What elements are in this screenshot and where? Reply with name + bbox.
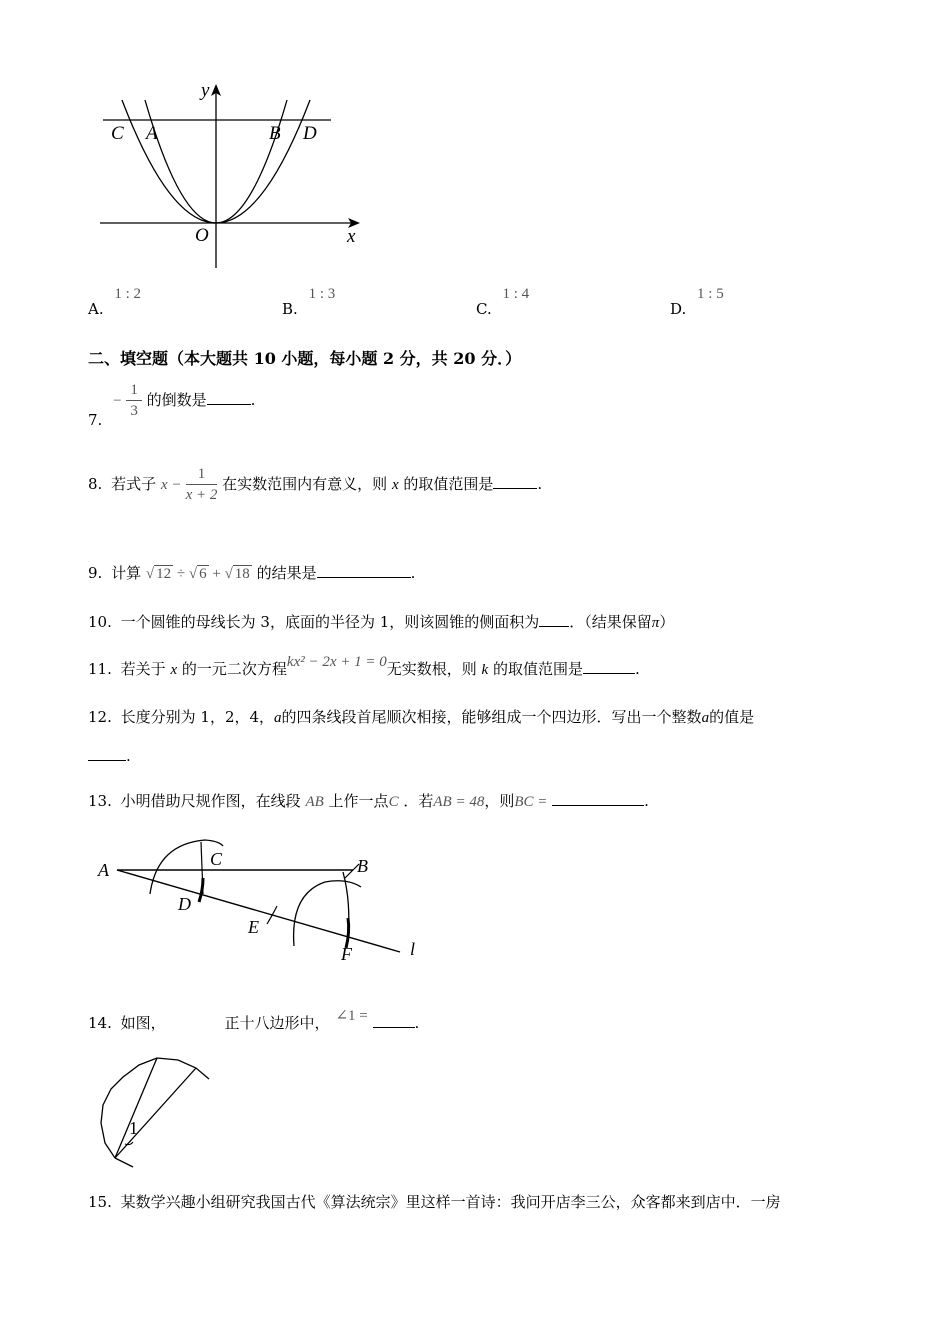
q14-text2: 正十八边形中， bbox=[224, 1014, 330, 1032]
q14-blank[interactable] bbox=[373, 1013, 415, 1028]
q11-prefix: 若关于 bbox=[120, 660, 166, 678]
q15-text: 某数学兴趣小组研究我国古代《算法统宗》里这样一首诗：我问开店李三公，众客都来到店中．一房 bbox=[120, 1193, 781, 1211]
q9-expression: √ 12 ÷ √ 6 + √ 18 bbox=[145, 566, 250, 582]
point-b-label: B bbox=[357, 856, 368, 876]
q9-text: 的结果是 bbox=[256, 564, 317, 582]
question-11 bbox=[88, 654, 640, 679]
q12-var: a bbox=[274, 710, 282, 726]
q8-end: . bbox=[537, 475, 543, 493]
q10-text: 一个圆锥的母线长为 3，底面的半径为 1，则该圆锥的侧面积为 bbox=[120, 613, 540, 631]
q10-end: ．（结果保留 bbox=[569, 613, 652, 631]
option-d[interactable] bbox=[670, 284, 724, 318]
q11-text2: 无实数根，则 bbox=[386, 660, 477, 678]
section-title: 二、填空题（本大题共 10 小题，每小题 2 分，共 20 分．） bbox=[88, 349, 522, 368]
q8-text-mid: 在实数范围内有意义，则 bbox=[222, 475, 388, 493]
y-label: y bbox=[201, 80, 210, 101]
question-15 bbox=[88, 1191, 781, 1212]
q15-number: 15. bbox=[88, 1193, 112, 1211]
question-13 bbox=[88, 790, 649, 811]
q9-number: 9. bbox=[88, 564, 103, 582]
option-c-letter: C. bbox=[476, 300, 492, 318]
q7-end: . bbox=[250, 391, 256, 409]
q9-op1: ÷ bbox=[176, 566, 186, 582]
q13-text1: 小明借助尺规作图，在线段 bbox=[120, 792, 301, 810]
option-c-value: 1 : 4 bbox=[502, 286, 530, 302]
arc-d bbox=[199, 878, 203, 902]
option-a-value: 1 : 2 bbox=[114, 286, 142, 302]
q7-minus: − bbox=[113, 393, 122, 409]
q12-blank[interactable] bbox=[88, 746, 126, 761]
q10-number: 10. bbox=[88, 613, 112, 631]
point-d-label: D bbox=[303, 123, 317, 144]
q11-end: . bbox=[635, 660, 640, 678]
point-a-label: A bbox=[146, 123, 158, 144]
q11-text3: 的取值范围是 bbox=[493, 660, 584, 678]
q7-number: 7. bbox=[88, 411, 103, 429]
question-9 bbox=[88, 562, 415, 583]
arc-large-right bbox=[294, 881, 361, 946]
question-8 bbox=[88, 467, 542, 503]
tick-e bbox=[267, 906, 277, 924]
q12-var2: a bbox=[701, 710, 710, 726]
q8-frac-den: x + 2 bbox=[185, 487, 218, 503]
q9-rad1: 12 bbox=[156, 566, 172, 582]
angle-label: 1 bbox=[129, 1118, 138, 1138]
question-12 bbox=[88, 706, 754, 727]
q13-seg: AB bbox=[305, 794, 324, 810]
option-b[interactable] bbox=[282, 284, 336, 318]
q13-text2: 上作一点 bbox=[328, 792, 389, 810]
q11-var2: k bbox=[481, 662, 489, 678]
option-d-letter: D. bbox=[670, 300, 687, 318]
construction-figure bbox=[95, 832, 435, 967]
q14-end: . bbox=[414, 1014, 420, 1032]
polygon-edges bbox=[101, 1058, 209, 1158]
q12-end: . bbox=[126, 747, 131, 765]
q11-equation: kx² − 2x + 1 = 0 bbox=[286, 654, 387, 670]
q8-number: 8. bbox=[88, 475, 103, 493]
q11-text1: 的一元二次方程 bbox=[181, 660, 287, 678]
q12-text3: 的值是 bbox=[709, 708, 755, 726]
q14-text1: 如图， bbox=[120, 1014, 166, 1032]
question-10 bbox=[88, 611, 674, 632]
point-c-label: C bbox=[111, 123, 124, 144]
q7-blank[interactable] bbox=[207, 390, 251, 405]
q7-fraction bbox=[126, 383, 142, 419]
q13-ask: BC = bbox=[514, 794, 548, 810]
option-a-letter: A. bbox=[88, 300, 104, 318]
edge-bottom bbox=[115, 1158, 133, 1167]
point-f-label: F bbox=[341, 944, 352, 964]
q13-pt: C bbox=[388, 794, 399, 810]
ray-l bbox=[117, 870, 400, 952]
q9-rad3: 18 bbox=[234, 566, 250, 582]
polygon-figure bbox=[95, 1052, 220, 1172]
option-d-value: 1 : 5 bbox=[697, 286, 724, 302]
q9-end: . bbox=[410, 564, 416, 582]
q7-frac-num: 1 bbox=[126, 383, 142, 401]
line-l-label: l bbox=[410, 939, 416, 959]
q10-pi: π bbox=[651, 615, 660, 631]
point-b-label: B bbox=[269, 123, 281, 144]
q12-number: 12. bbox=[88, 708, 112, 726]
q8-blank[interactable] bbox=[493, 474, 537, 489]
q14-angle: ∠1 = bbox=[335, 1008, 368, 1024]
q9-blank[interactable] bbox=[317, 563, 411, 578]
q9-prefix: 计算 bbox=[111, 564, 142, 582]
option-a[interactable] bbox=[88, 284, 142, 318]
q9-rad2: 6 bbox=[199, 566, 207, 582]
q11-blank[interactable] bbox=[583, 659, 635, 674]
q10-blank[interactable] bbox=[539, 612, 569, 627]
q8-prefix: 若式子 bbox=[111, 475, 157, 493]
q12-text1: 长度分别为 1，2，4， bbox=[120, 708, 275, 726]
q12-text2: 的四条线段首尾顺次相接，能够组成一个四边形．写出一个整数 bbox=[281, 708, 702, 726]
question-7 bbox=[88, 382, 256, 429]
parabola-figure bbox=[95, 78, 370, 273]
q8-var: x bbox=[391, 477, 399, 493]
origin-label: O bbox=[195, 225, 209, 246]
q8-expr-x: x bbox=[160, 477, 168, 493]
q8-fraction bbox=[186, 467, 218, 503]
point-c-label: C bbox=[210, 849, 223, 869]
option-b-letter: B. bbox=[282, 300, 298, 318]
q8-expr-minus: − bbox=[172, 477, 181, 493]
question-14 bbox=[88, 1008, 420, 1033]
q13-number: 13. bbox=[88, 792, 112, 810]
q9-op2: + bbox=[212, 566, 221, 582]
q13-end: . bbox=[644, 792, 649, 810]
point-d-label: D bbox=[178, 894, 191, 914]
q10-close: ） bbox=[659, 613, 675, 631]
option-b-value: 1 : 3 bbox=[308, 286, 336, 302]
option-c[interactable] bbox=[476, 284, 530, 318]
q13-text4: ，则 bbox=[484, 792, 515, 810]
q8-frac-num: 1 bbox=[186, 467, 218, 485]
x-label: x bbox=[347, 226, 356, 247]
q11-number: 11. bbox=[88, 660, 112, 678]
q13-text3: ．若 bbox=[403, 792, 434, 810]
q14-number: 14. bbox=[88, 1014, 112, 1032]
point-e-label: E bbox=[248, 917, 259, 937]
point-a-label: A bbox=[98, 860, 109, 880]
q13-blank[interactable] bbox=[552, 791, 644, 806]
q11-var: x bbox=[170, 662, 178, 678]
q13-cond: AB = 48 bbox=[433, 794, 485, 810]
diagonal-2 bbox=[115, 1058, 157, 1158]
q7-text: 的倒数是 bbox=[146, 391, 207, 409]
q7-frac-den: 3 bbox=[130, 403, 138, 419]
q8-text-end: 的取值范围是 bbox=[403, 475, 494, 493]
q12-answer-line bbox=[88, 746, 131, 765]
